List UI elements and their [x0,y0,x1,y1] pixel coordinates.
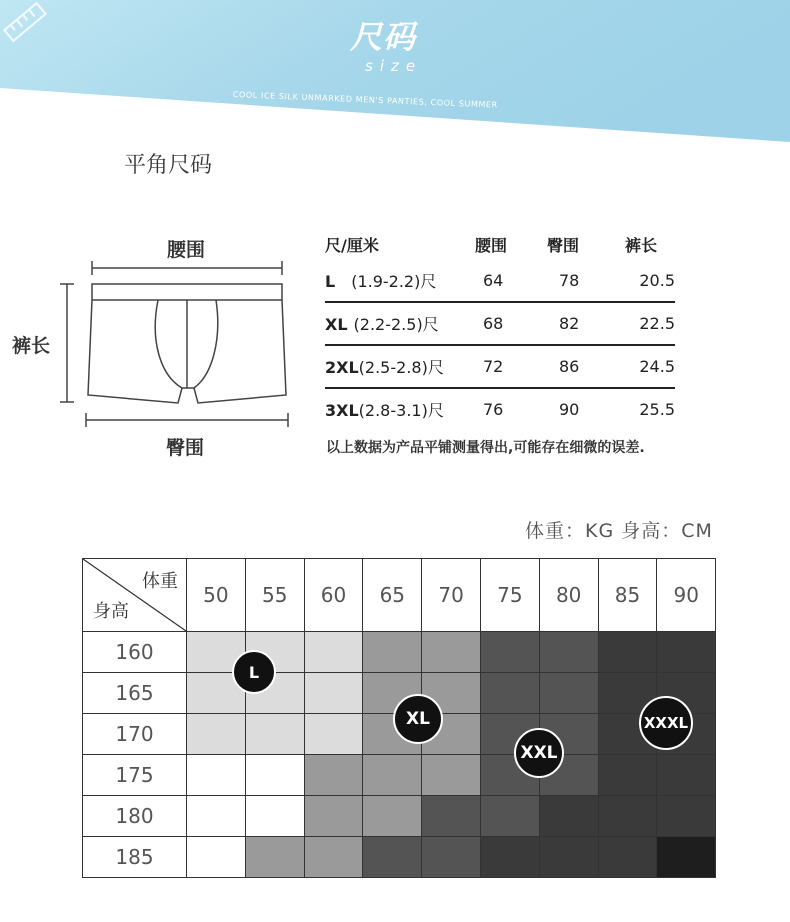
hip-cell: 82 [547,302,625,345]
size-badge-l: L [232,650,276,694]
weight-header-cell: 90 [657,559,716,632]
shade-cell [422,837,481,878]
shade-cell [598,632,657,673]
shade-cell [363,632,422,673]
weight-header-cell: 50 [187,559,246,632]
waist-cell: 72 [475,345,547,388]
shade-cell [363,837,422,878]
header-size: 尺/厘米 [325,235,379,255]
shade-cell [187,755,246,796]
height-cell: 160 [83,632,187,673]
corner-height-label: 身高 [93,601,129,622]
length-cell: 25.5 [639,400,675,419]
grid-row [83,796,716,837]
shade-cell [598,837,657,878]
size-table [325,228,675,430]
shade-cell [539,673,598,714]
shade-cell [363,755,422,796]
banner-tagline: COOL ICE SILK UNMARKED MEN'S PANTIES, COOL SUMMER [232,90,498,110]
size-cell: 3XL(2.8-3.1)尺 [325,401,444,420]
weight-header-cell: 55 [245,559,304,632]
shade-cell [657,837,716,878]
height-cell: 185 [83,837,187,878]
grid-row [83,837,716,878]
weight-header-cell: 65 [363,559,422,632]
shade-cell [245,714,304,755]
waist-cell: 76 [483,400,504,419]
weight-header-cell: 80 [539,559,598,632]
section-title: 平角尺码 [124,153,213,178]
banner-title: 尺码 [350,18,417,56]
waist-label: 腰围 [167,239,206,261]
length-cell: 24.5 [625,345,675,388]
shade-cell [657,755,716,796]
banner-subtitle: size [365,57,423,75]
shade-cell [304,714,363,755]
size-table-header [325,228,675,260]
hip-label: 臀围 [166,437,205,459]
shade-cell [363,796,422,837]
shorts-diagram [0,0,300,440]
length-cell: 22.5 [625,302,675,345]
height-cell: 175 [83,755,187,796]
shade-cell [304,632,363,673]
shade-cell [245,755,304,796]
shade-cell [480,632,539,673]
table-row [325,388,675,430]
length-cell: 20.5 [625,260,675,302]
grid-row [83,755,716,796]
shade-cell [598,796,657,837]
hip-cell: 78 [547,260,625,302]
header-length: 裤长 [625,235,658,255]
grid-corner [83,559,187,632]
weight-header-cell: 75 [480,559,539,632]
shade-cell [304,673,363,714]
shade-cell [657,632,716,673]
shade-cell [422,632,481,673]
height-cell: 170 [83,714,187,755]
shade-cell [480,796,539,837]
shade-cell [304,755,363,796]
shade-cell [422,755,481,796]
size-cell: L (1.9-2.2)尺 [325,260,475,302]
size-badge-xxl: XXL [514,728,564,778]
hip-cell: 86 [547,345,625,388]
size-badge-xxxl: XXXL [639,696,693,750]
weight-header-cell: 85 [598,559,657,632]
units-label: 体重：KG 身高：CM [525,520,713,542]
size-badge-xl: XL [393,694,443,744]
shade-cell [304,837,363,878]
hip-cell: 90 [559,400,580,419]
shade-cell [187,837,246,878]
shade-cell [598,755,657,796]
shade-cell [539,632,598,673]
table-row [325,302,675,345]
shade-cell [480,837,539,878]
waist-cell: 64 [475,260,547,302]
grid-row [83,632,716,673]
shade-cell [304,796,363,837]
shade-cell [657,796,716,837]
header-waist: 腰围 [475,235,508,255]
shade-cell [422,796,481,837]
measurement-note: 以上数据为产品平铺测量得出,可能存在细微的误差. [326,440,645,456]
shade-cell [480,673,539,714]
weight-header-cell: 70 [422,559,481,632]
shade-cell [539,837,598,878]
grid-header-row [83,559,716,632]
weight-header-cell: 60 [304,559,363,632]
table-row [325,345,675,388]
height-cell: 165 [83,673,187,714]
size-cell: XL (2.2-2.5)尺 [325,302,475,345]
shade-cell [187,714,246,755]
shade-cell [245,796,304,837]
size-cell: 2XL(2.5-2.8)尺 [325,345,475,388]
header-hip: 臀围 [547,235,580,255]
corner-weight-label: 体重 [142,571,178,592]
table-row [325,260,675,302]
shade-cell [245,837,304,878]
length-label: 裤长 [12,335,51,357]
shade-cell [539,796,598,837]
shade-cell [187,796,246,837]
waist-cell: 68 [475,302,547,345]
height-cell: 180 [83,796,187,837]
